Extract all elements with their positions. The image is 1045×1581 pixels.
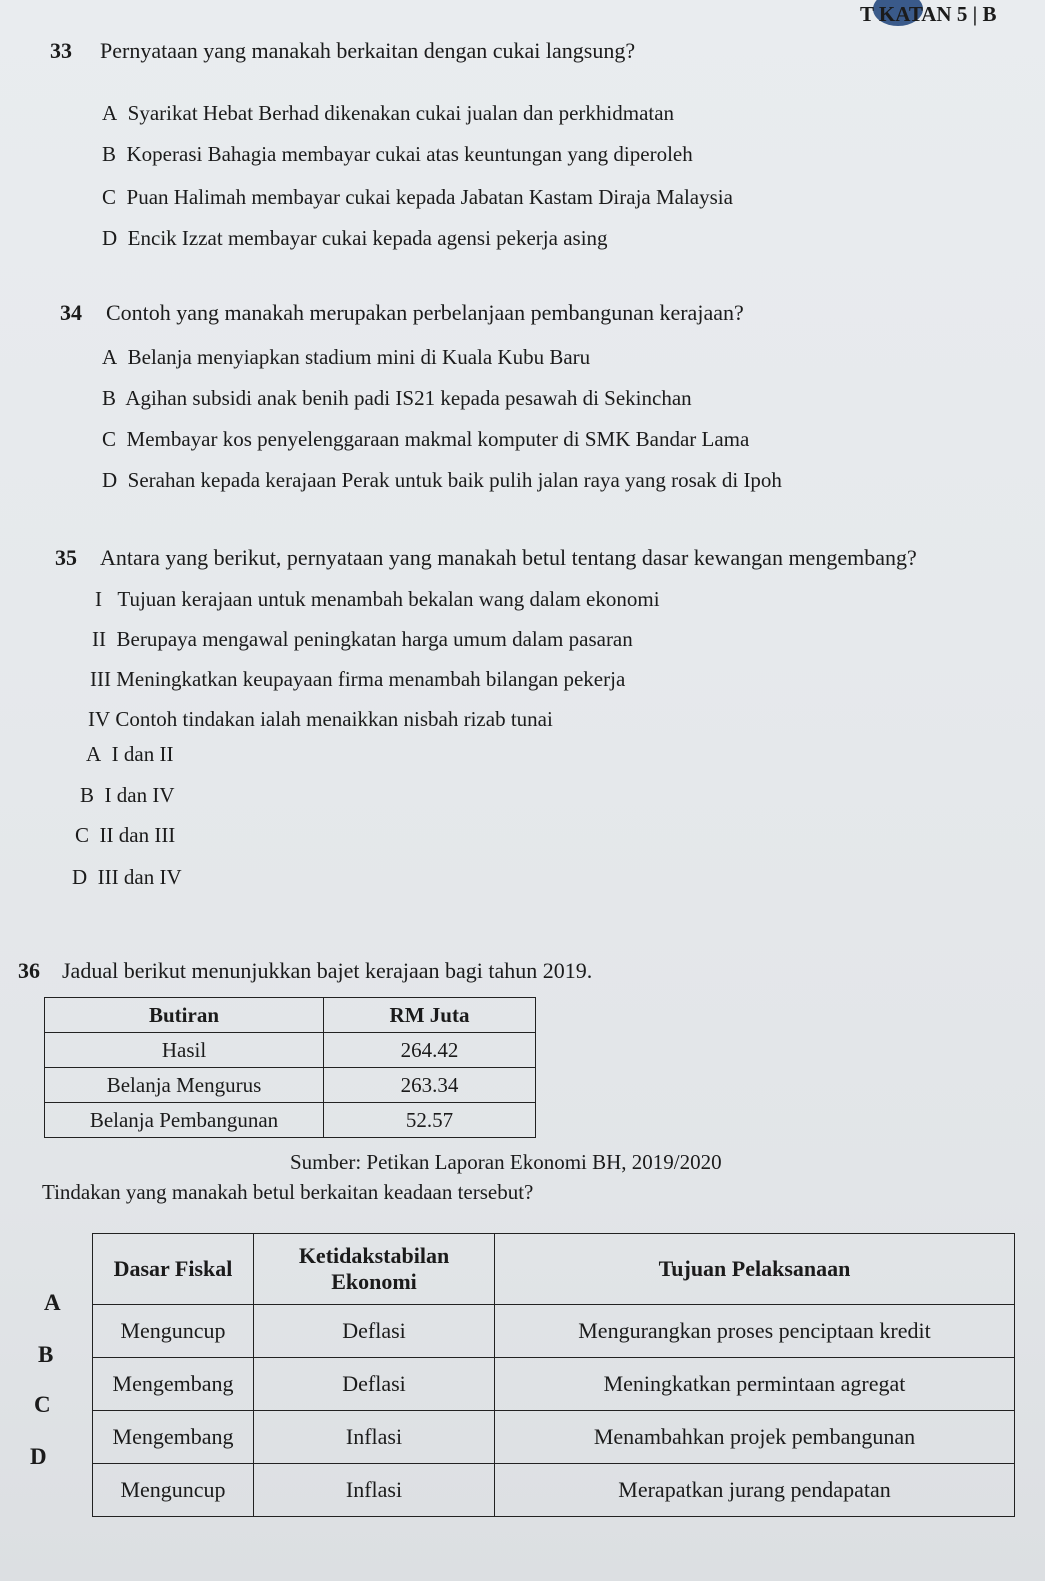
q35-statement-ii: II Berupaya mengawal peningkatan harga umum dalam pasaran [92, 627, 633, 651]
table-row [45, 1068, 536, 1103]
q33-option-d: D Encik Izzat membayar cukai kepada agensi pekerja asing [102, 226, 608, 250]
budget-header-item: Butiran [45, 998, 324, 1033]
table-row [93, 1411, 1015, 1464]
answer-cell: Meningkatkan permintaan agregat [495, 1358, 1015, 1411]
table-row [45, 1103, 536, 1138]
answer-cell: Menguncup [93, 1464, 254, 1517]
q35-number: 35 [55, 545, 77, 570]
q35-option-d: D III dan IV [72, 865, 182, 889]
answer-cell: Merapatkan jurang pendapatan [495, 1464, 1015, 1517]
budget-amount: 264.42 [324, 1033, 536, 1068]
q36-number: 36 [18, 958, 40, 983]
table-row [45, 1033, 536, 1068]
q33-option-b: B Koperasi Bahagia membayar cukai atas keuntungan yang diperoleh [102, 142, 693, 166]
answer-cell: Menambahkan projek pembangunan [495, 1411, 1015, 1464]
answer-cell: Mengurangkan proses penciptaan kredit [495, 1305, 1015, 1358]
answer-row-letter: D [30, 1444, 47, 1469]
answer-header-instability: Ketidakstabilan Ekonomi [254, 1234, 495, 1305]
q34-number: 34 [60, 300, 82, 325]
q36-prompt: Tindakan yang manakah betul berkaitan keadaan tersebut? [42, 1180, 534, 1204]
answer-cell: Deflasi [254, 1305, 495, 1358]
q33-number: 33 [50, 38, 72, 63]
table-source: Sumber: Petikan Laporan Ekonomi BH, 2019/2020 [290, 1150, 722, 1174]
answer-cell: Inflasi [254, 1411, 495, 1464]
answer-row-letter: C [34, 1392, 51, 1417]
answer-table [92, 1233, 1015, 1517]
budget-item: Belanja Pembangunan [45, 1103, 324, 1138]
q34-option-d: D Serahan kepada kerajaan Perak untuk baik pulih jalan raya yang rosak di Ipoh [102, 468, 782, 492]
q33-option-c: C Puan Halimah membayar cukai kepada Jabatan Kastam Diraja Malaysia [102, 185, 733, 209]
q35-option-b: B I dan IV [80, 783, 175, 807]
budget-table [44, 997, 536, 1138]
budget-amount: 52.57 [324, 1103, 536, 1138]
answer-header-fiscal: Dasar Fiskal [93, 1234, 254, 1305]
table-row [93, 1305, 1015, 1358]
q34-option-a: A Belanja menyiapkan stadium mini di Kuala Kubu Baru [102, 345, 591, 369]
page-header: T KATAN 5 | B [860, 2, 997, 26]
budget-item: Belanja Mengurus [45, 1068, 324, 1103]
answer-cell: Inflasi [254, 1464, 495, 1517]
answer-cell: Deflasi [254, 1358, 495, 1411]
q35-statement-iv: IV Contoh tindakan ialah menaikkan nisbah rizab tunai [88, 707, 553, 731]
answer-row-letter: A [44, 1290, 61, 1315]
q35-statement-i: I Tujuan kerajaan untuk menambah bekalan wang dalam ekonomi [95, 587, 660, 611]
q35-text: Antara yang berikut, pernyataan yang manakah betul tentang dasar kewangan mengembang? [100, 545, 917, 570]
q36-text: Jadual berikut menunjukkan bajet kerajaan bagi tahun 2019. [62, 958, 593, 983]
answer-cell: Mengembang [93, 1411, 254, 1464]
answer-row-letter: B [38, 1342, 54, 1367]
q34-option-b: B Agihan subsidi anak benih padi IS21 kepada pesawah di Sekinchan [102, 386, 692, 410]
table-row [93, 1464, 1015, 1517]
table-row [93, 1358, 1015, 1411]
q35-option-c: C II dan III [75, 823, 176, 847]
answer-cell: Menguncup [93, 1305, 254, 1358]
q33-text: Pernyataan yang manakah berkaitan dengan cukai langsung? [100, 38, 636, 63]
answer-cell: Mengembang [93, 1358, 254, 1411]
q35-statement-iii: III Meningkatkan keupayaan firma menambah bilangan pekerja [90, 667, 626, 691]
q34-text: Contoh yang manakah merupakan perbelanjaan pembangunan kerajaan? [106, 300, 744, 325]
q34-option-c: C Membayar kos penyelenggaraan makmal komputer di SMK Bandar Lama [102, 427, 750, 451]
answer-header-purpose: Tujuan Pelaksanaan [495, 1234, 1015, 1305]
q35-option-a: A I dan II [86, 742, 174, 766]
q33-option-a: A Syarikat Hebat Berhad dikenakan cukai jualan dan perkhidmatan [102, 101, 675, 125]
budget-header-amount: RM Juta [324, 998, 536, 1033]
budget-item: Hasil [45, 1033, 324, 1068]
budget-amount: 263.34 [324, 1068, 536, 1103]
